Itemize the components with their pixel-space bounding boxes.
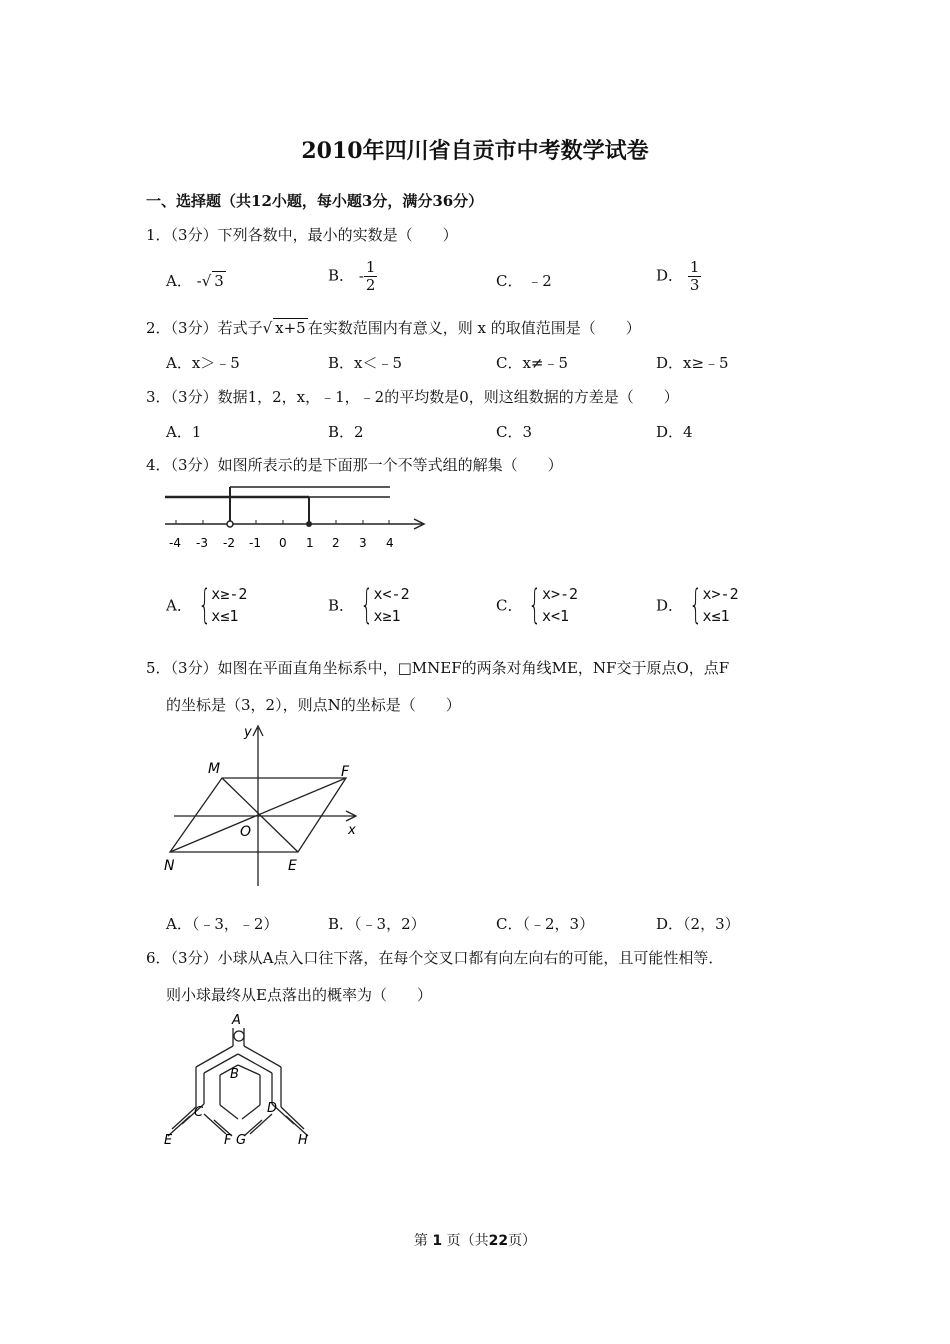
tick-label: 2 [332, 536, 340, 550]
point-e-label: E [164, 1133, 173, 1148]
q4-option-a[interactable] [166, 583, 247, 627]
tick-label: 0 [279, 536, 287, 550]
inequality-2: x≤1 [211, 607, 239, 625]
q3-option-a[interactable]: A．1 [166, 423, 202, 441]
point-g-label: G [236, 1133, 247, 1148]
option-label: D． [656, 266, 684, 285]
point-f-label: F [224, 1133, 232, 1148]
page-number: 1 [432, 1233, 443, 1249]
point-d-label: D [267, 1101, 278, 1116]
section-heading: 一、选择题（共12小题，每小题3分，满分36分） [146, 192, 484, 210]
tick-label: 4 [386, 536, 394, 550]
q5-option-a[interactable]: A．（﹣3，﹣2） [166, 915, 279, 933]
point-h-label: H [298, 1133, 308, 1148]
q2-option-a[interactable]: A．x＞﹣5 [166, 354, 240, 372]
q5-option-d[interactable]: D．（2，3） [656, 915, 740, 933]
brace-icon: { [528, 582, 542, 628]
q1-option-b-value: - $\frac{1}{2}$ [358, 258, 376, 294]
q1-option-d[interactable] [656, 259, 701, 294]
question-5-stem-line1: 5．（3分）如图在平面直角坐标系中，□MNEF的两条对角线ME，NF交于原点O，点F [146, 659, 730, 677]
option-label: A． [166, 596, 192, 615]
closed-point [306, 521, 312, 527]
q1-option-a[interactable] [166, 270, 226, 291]
q1-option-c[interactable] [496, 270, 552, 291]
path-channels [168, 1028, 308, 1136]
q3-option-b[interactable]: B．2 [328, 423, 364, 441]
q1-option-c-value: ﹣2 [527, 272, 552, 290]
point-f-label: F [341, 764, 350, 780]
inequality-2: x≥1 [373, 607, 401, 625]
ball-path-figure [160, 1012, 320, 1152]
q2-stem-post: 在实数范围内有意义，则 x 的取值范围是（ ） [307, 319, 641, 337]
page-footer [0, 1230, 950, 1250]
tick-label: -2 [223, 536, 235, 550]
brace-icon: { [198, 582, 211, 628]
q2-option-b[interactable]: B．x＜﹣5 [328, 354, 403, 372]
question-2-stem [146, 317, 641, 338]
q3-option-d[interactable]: D．4 [656, 423, 693, 441]
inequality-1: x>-2 [702, 585, 739, 603]
option-label: C． [496, 272, 523, 290]
option-label: A． [166, 272, 192, 290]
option-label: B． [328, 596, 355, 615]
q1-option-d-value: $\frac{1}{3}$ [689, 258, 700, 294]
point-n-label: N [164, 858, 175, 874]
question-4-stem: 4．（3分）如图所表示的是下面那一个不等式组的解集（ ） [146, 456, 563, 474]
inequality-1: x<-2 [373, 585, 410, 603]
q2-option-d[interactable]: D．x≥﹣5 [656, 354, 729, 372]
point-e-label: E [288, 858, 297, 874]
brace-icon: { [360, 582, 374, 628]
point-b-label: B [230, 1067, 239, 1082]
question-3-stem: 3．（3分）数据1，2，x，﹣1，﹣2的平均数是0，则这组数据的方差是（ ） [146, 388, 679, 406]
option-label: B． [328, 266, 355, 285]
q1-option-b[interactable] [328, 259, 377, 294]
question-1-stem: 1．（3分）下列各数中，最小的实数是（ ） [146, 226, 458, 244]
footer-mid: 页（共 [446, 1233, 489, 1249]
coordinate-figure [160, 720, 370, 892]
option-label: D． [656, 596, 684, 615]
q3-option-c[interactable]: C．3 [496, 423, 533, 441]
inequality-2: x≤1 [702, 607, 730, 625]
page-title: 2010年四川省自贡市中考数学试卷 [301, 138, 649, 164]
tick-label: 3 [359, 536, 367, 550]
point-o-label: O [240, 824, 252, 840]
point-m-label: M [208, 761, 221, 777]
open-point [227, 521, 233, 527]
inequality-2: x<1 [541, 607, 570, 625]
footer-post: 页） [508, 1233, 537, 1249]
q4-option-c[interactable] [496, 583, 578, 627]
q2-option-c[interactable]: C．x≠﹣5 [496, 354, 569, 372]
q5-option-c[interactable]: C．（﹣2，3） [496, 915, 595, 933]
tick-label: -3 [196, 536, 208, 550]
question-6-stem-line2: 则小球最终从E点落出的概率为（ ） [166, 986, 432, 1004]
brace-icon: { [689, 582, 703, 628]
question-5-stem-line2: 的坐标是（3，2），则点N的坐标是（ ） [166, 696, 461, 714]
number-line-figure [160, 480, 440, 560]
q1-option-a-value: -√ 3 [196, 272, 224, 290]
point-c-label: C [194, 1105, 204, 1120]
total-pages: 22 [488, 1233, 509, 1249]
q4-option-b[interactable] [328, 583, 410, 627]
inequality-1: x>-2 [541, 585, 579, 603]
radical-sign: √ [262, 319, 273, 337]
q2-radicand: x+5 [275, 319, 306, 337]
q2-stem-pre: 2．（3分）若式子 [146, 319, 263, 337]
footer-pre: 第 [413, 1233, 428, 1249]
x-label: x [348, 823, 356, 838]
q5-option-b[interactable]: B．（﹣3，2） [328, 915, 426, 933]
point-a-label: A [232, 1013, 241, 1028]
q4-option-d[interactable] [656, 583, 739, 627]
question-6-stem-line1: 6．（3分）小球从A点入口往下落，在每个交叉口都有向左向右的可能，且可能性相等． [146, 949, 724, 967]
y-label: y [244, 725, 252, 740]
diagonal-me [222, 778, 298, 852]
option-label: C． [496, 596, 523, 615]
tick-label: 1 [306, 536, 314, 550]
inequality-1: x≥-2 [211, 585, 248, 603]
tick-label: -4 [169, 536, 181, 550]
tick-label: -1 [249, 536, 261, 550]
